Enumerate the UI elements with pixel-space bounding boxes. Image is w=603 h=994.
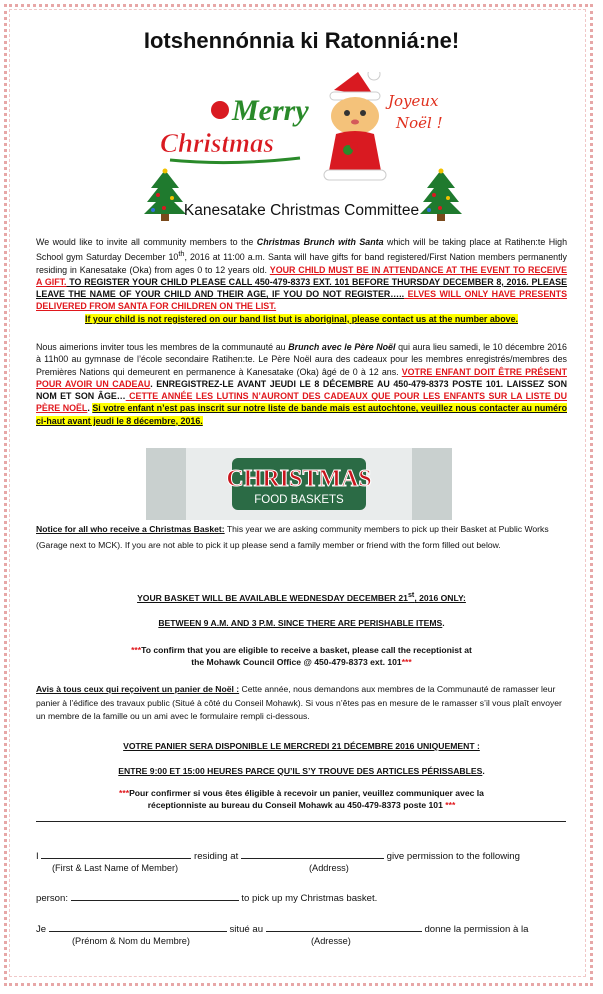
- text-run: to pick up my Christmas basket.: [241, 893, 378, 904]
- text-run: which will be taking place at Ratihen:te High School gym Saturday December 10: [36, 237, 568, 263]
- form-line-fr-1: [36, 922, 567, 935]
- text-run: réceptionniste au bureau du Conseil Mohawk au 450-479-8373 poste 101: [147, 800, 443, 810]
- text-run: residing at: [194, 851, 239, 862]
- text-run: To confirm that you are eligible to receive a basket, please call the receptionist at: [141, 645, 472, 655]
- page-title: Iotshennónnia ki Ratonniá:ne!: [143, 28, 460, 53]
- name-hint: (First & Last Name of Member): [52, 863, 179, 873]
- text-run: Nous aimerions inviter tous les membres de la communauté au: [36, 342, 289, 352]
- stars: ***: [401, 657, 412, 667]
- food-baskets-banner: [146, 448, 452, 520]
- text-run: ENTRE 9:00 ET 15:00 HEURES PARCE QU’IL S’Y TROUVE DES ARTICLES PÉRISSABLES: [118, 766, 483, 776]
- confirm-en: [36, 644, 567, 668]
- notice-french: [36, 683, 567, 724]
- confirm-fr: [36, 787, 567, 811]
- event-name: Christmas Brunch with Santa: [256, 237, 384, 247]
- event-name-fr: Brunch avec le Père Noël: [288, 342, 396, 352]
- committee-heading: Kanesatake Christmas Committee: [183, 202, 420, 219]
- notice-heading-fr: Avis à tous ceux qui reçoivent un panier de Noël :: [36, 684, 240, 694]
- text-run: situé au: [229, 924, 264, 935]
- address-field[interactable]: [241, 849, 384, 859]
- person-field[interactable]: [71, 891, 239, 901]
- text-run: Pour confirmer si vous êtes éligible à recevoir un panier, veuillez communiquer avec la: [129, 788, 484, 798]
- text-run: This year we are asking community members to pick up their Basket at Public Works (Garage next to MCK). If you are not able to pick it up please send a family member or friend with the form filled out below.: [36, 524, 549, 550]
- text-run: We would like to invite all community members to the: [36, 237, 257, 247]
- aboriginal-note-fr: Si votre enfant n’est pas inscrit sur notre liste de bande mais est autochtone, veuillez nous contacter au numéro ci-haut avant jeudi le 8 décembre, 2016.: [36, 403, 567, 426]
- joyeux-text: Joyeux: [388, 92, 439, 110]
- register-instructions: TO REGISTER YOUR CHILD PLEASE CALL 450-479-8373 EXT. 101 BEFORE THURSDAY DECEMBER 8, 2016. PLEASE LEAVE THE NAME OF YOUR CHILD AND THEIR AGE, IF YOU DO NOT REGISTER…..: [36, 276, 567, 300]
- attendance-warning: YOUR CHILD MUST BE IN ATTENDANCE AT THE EVENT TO RECEIVE A GIFT.: [36, 264, 568, 287]
- noel-text: Noël !: [396, 114, 443, 132]
- text-run: .: [482, 766, 485, 776]
- merry-christmas-graphic: [160, 72, 460, 192]
- pickup-hours-en: [36, 618, 567, 628]
- notice-heading: Notice for all who receive a Christmas Basket:: [36, 524, 225, 534]
- aboriginal-note: If your child is not registered on our band list but is aboriginal, please contact us at the number above.: [85, 313, 518, 324]
- notice-english: [36, 521, 567, 553]
- text-run: qui aura lieu samedi, le 10 décembre 2016 à 11h00 au gymnase de l’école secondaire Ratihen:te. Le Père Noël aura des cadeaux pour les membres enregistrés/membres des Premières Nations qui demeurent en permanence à Kanesatake (Oka) âgé de 0 à 12 ans.: [36, 342, 567, 377]
- address-field-fr[interactable]: [266, 922, 422, 932]
- text-run: , 2016 at 11:00 a.m. Santa will have gifts for band registered/First Nation members permanently residing in Kanesatake (Oka) from ages 0 to 12 years old.: [36, 252, 567, 275]
- form-line-en-1: [36, 849, 567, 862]
- english-invitation: [36, 236, 567, 325]
- address-hint: (Address): [309, 863, 349, 873]
- basket-available-en: [36, 591, 567, 603]
- address-hint-fr: (Adresse): [311, 936, 351, 946]
- member-name-field[interactable]: [41, 849, 191, 859]
- merry-text: Merry: [232, 94, 309, 127]
- text-run: give permission to the following: [386, 851, 520, 862]
- french-invitation: [36, 341, 567, 427]
- name-hint-fr: (Prénom & Nom du Membre): [72, 936, 190, 946]
- text-run: th: [178, 249, 185, 259]
- text-run: , 2016 ONLY:: [414, 592, 466, 603]
- christmas-text: Christmas: [160, 128, 275, 158]
- banner-christmas: CHRISTMAS: [226, 466, 372, 492]
- text-run: BETWEEN 9 A.M. AND 3 P.M. SINCE THERE ARE PERISHABLE ITEMS: [158, 618, 443, 628]
- form-line-en-2: [36, 891, 567, 904]
- attendance-warning-fr: VOTRE ENFANT DOIT ÊTRE PRÉSENT POUR AVOIR UN CADEAU: [36, 366, 567, 389]
- text-run: person:: [36, 893, 68, 904]
- text-run: Cette année, nous demandons aux membres de la Communauté de ramasser leur panier à l’édifice des travaux public (Situé à côté du Conseil Mohawk). Si vous n’êtes pas en mesure de le ramasser s’il vous plaît envoyer un membre de la famille ou un ami avec le formulaire rempli ci-dessous.: [36, 684, 562, 721]
- elves-warning-fr: CETTE ANNÉE LES LUTINS N’AURONT DES CADEAUX QUE POUR LES ENFANTS SUR LA LISTE DU PÈRE NOËL: [36, 391, 567, 414]
- text-run: .: [87, 403, 93, 414]
- stars: ***: [131, 645, 142, 655]
- pickup-hours-fr: [36, 766, 567, 776]
- member-name-field-fr[interactable]: [49, 922, 227, 932]
- banner-food-baskets: FOOD BASKETS: [254, 494, 344, 506]
- basket-available-fr: VOTRE PANIER SERA DISPONIBLE LE MERCREDI 21 DÉCEMBRE 2016 UNIQUEMENT :: [123, 741, 480, 751]
- text-run: donne la permission à la: [424, 924, 529, 935]
- stars: ***: [119, 788, 130, 798]
- cat-icon: [324, 72, 386, 180]
- elves-warning: ELVES WILL ONLY HAVE PRESENTS DELIVERED FROM SANTA FOR CHILDREN ON THE LIST.: [36, 289, 567, 312]
- text-run: the Mohawk Council Office @ 450-479-8373 ext. 101: [191, 657, 402, 667]
- stars: ***: [445, 800, 456, 810]
- text-run: Je: [36, 924, 47, 935]
- text-run: I: [36, 851, 39, 862]
- text-run: .: [442, 618, 445, 628]
- divider: [36, 821, 566, 822]
- text-run: st: [407, 591, 415, 599]
- register-instructions-fr: . ENREGISTREZ-LE AVANT JEUDI LE 8 DÉCEMBRE AU 450-479-8373 POSTE 101. LAISSEZ SON NOM ET SON ÂGE…: [36, 378, 567, 402]
- text-run: YOUR BASKET WILL BE AVAILABLE WEDNESDAY DECEMBER 21: [137, 592, 408, 603]
